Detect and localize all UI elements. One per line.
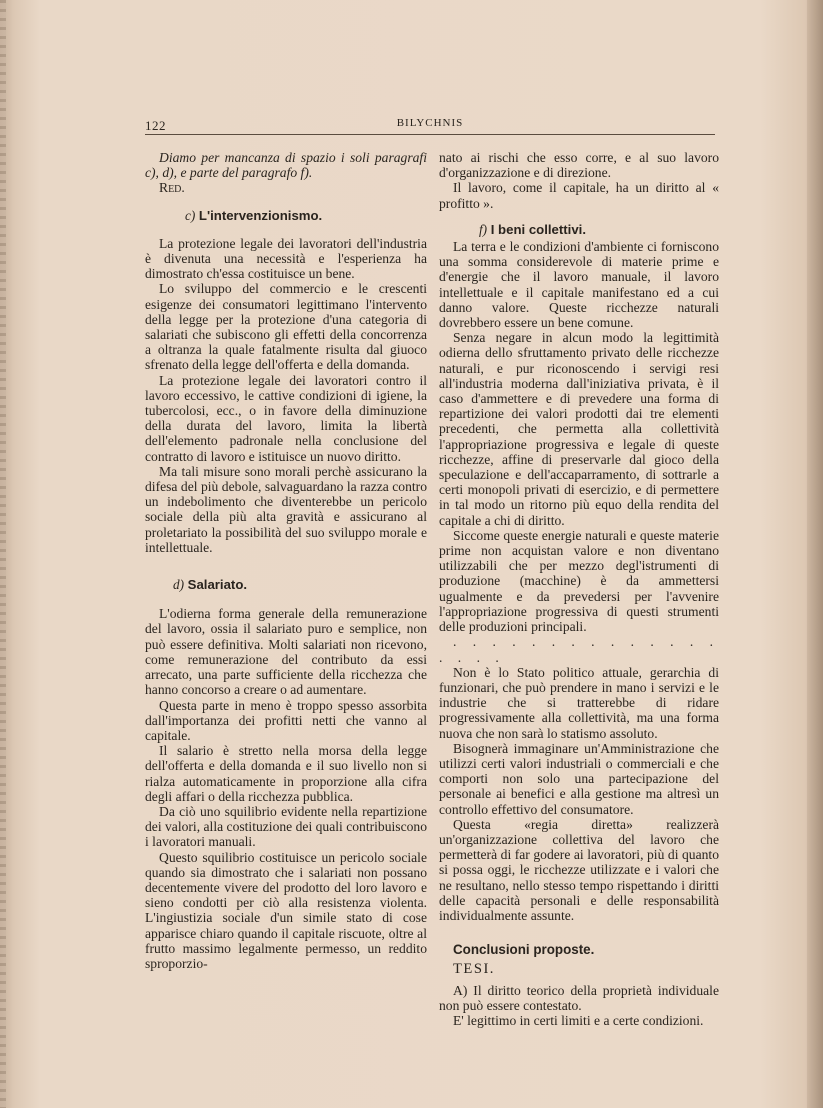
section-letter: f) (479, 221, 488, 237)
paragraph: Il lavoro, come il capitale, ha un diritto al « profitto ». (439, 180, 719, 211)
thesis-a-continued: E' legittimo in certi limiti e a certe condizioni. (453, 1012, 704, 1028)
paragraph: Questo squilibrio costituisce un pericolo sociale quando sia dimostrato che i salariati non possano decentemente vivere del prodotto del loro lavoro e sieno condotti per ciò alla resistenza violenta. L'ingiustizia sociale d'un simile stato di cose apparisce chiaro quando il capitale riscuote, oltre al frutto massimo legalmente permesso, un reddito sproporzio- (145, 849, 427, 971)
continuation-paragraph: nato ai rischi che esso corre, e al suo lavoro d'organizzazione e di direzione. (439, 150, 719, 181)
paragraph: Questa «regia diretta» realizzerà un'organizzazione collettiva del lavoro che permetterà di far godere ai lavoratori, più di quanto si possa oggi, le ricchezze utilizzate e i valori che ne resultano, nello stesso tempo rispettando i diritti delle capacità personali e delle responsabilità individualmente assunte. (439, 816, 719, 923)
paragraph: Senza negare in alcun modo la legittimità odierna dello sfruttamento privato delle ricchezze naturali, e pur riconoscendo i servigi resi all'industria moderna dall'iniziativa privata, è il caso d'ammettere e di prevedere una forma di repartizione dei valori prodotti dai tre elementi precedenti, che permetta alla collettività l'appropriazione progressiva e legale di queste ricchezze, affine di preservarle dal gioco della speculazione e dell'accaparramento, di sottrarle a certi monopoli privati di esercizio, e di permettere in tal modo un ritorno più equo della rendita del capitale a chi di diritto. (439, 330, 719, 528)
header-rule (145, 134, 715, 135)
section-f-body (439, 239, 719, 634)
paragraph: Bisognerà immaginare un'Amministrazione che utilizzi certi valori industriali o commerciali e che comporti non solo una partecipazione del personale ai benefici e alla gestione ma altresì un controllo effettivo del consumatore. (439, 740, 719, 817)
post-ellipsis-body (439, 665, 719, 923)
paragraph: La protezione legale dei lavoratori contro il lavoro eccessivo, le cattive condizioni di igiene, la tubercolosi, ecc., o in favore della diminuzione della durata del lavoro, limita la libertà dell'elemento padronale nella conclusione del contratto di lavoro e istituisce un nuovo diritto. (145, 372, 427, 464)
section-heading-c (145, 208, 427, 223)
running-title: BILYCHNIS (396, 117, 464, 129)
section-c-body (145, 236, 427, 555)
section-title: I beni collettivi. (490, 221, 586, 237)
ellipsis-separator: . . . . . . . . . . . . . . . . . . (439, 634, 719, 665)
section-d-body (145, 606, 427, 971)
paragraph: Il salario è stretto nella morsa della legge dell'offerta e della domanda e il suo livello non si rialza automaticamente in proporzione alla cifra degli affari o della ricchezza pubblica. (145, 743, 427, 804)
paragraph: Lo sviluppo del commercio e le crescenti esigenze dei consumatori legittimano l'intervento della legge per la protezione d'una categoria di salariati che subiscono gli effetti della concorrenza a oltranza la quale fatalmente risulta dal giuoco sfrenato della legge dell'offerta e della domanda. (145, 281, 427, 373)
paragraph: Ma tali misure sono morali perchè assicurano la difesa del più debole, salvaguardano la razza contro un indebolimento che diventerebbe un pericolo sociale della più alta gravità e assicurano al proletariato la possibilità del suo sviluppo morale e intellettuale. (145, 463, 427, 555)
section-letter: c) (185, 207, 196, 223)
paragraph: L'odierna forma generale della remunerazione del lavoro, ossia il salariato puro e semplice, non può essere definitiva. Molti salariati non ricevono, come remunerazione del contributo da essi arrecato, una parte sufficiente della ricchezza che hanno concorso a creare o ad aumentare. (145, 606, 427, 698)
left-column (145, 150, 427, 971)
paragraph: Questa parte in meno è troppo spesso assorbita dall'importanza dei profitti netti che vanno al capitale. (145, 697, 427, 743)
editor-note: Diamo per mancanza di spazio i soli paragrafi c), d), e parte del paragrafo f). (145, 150, 427, 181)
section-heading-d (145, 577, 427, 592)
page-edge-shadow (807, 0, 823, 1108)
thesis-a: A) Il diritto teorico della proprietà individuale non può essere contestato. (439, 982, 719, 1013)
paragraph: Siccome queste energie naturali e queste materie prime non acquistan valore e non diventano utilizzabili che per mezzo degl'istrumenti di produzione (macchine) è da ammettersi ugualmente e da prevedersi per l'avvenire l'appropriazione progressiva di questi strumenti delle produzioni principali. (439, 527, 719, 635)
conclusions-heading: Conclusioni proposte. (453, 942, 595, 958)
section-title: L'intervenzionismo. (198, 207, 323, 223)
binding-edge (0, 0, 6, 1108)
thesis-body (439, 983, 719, 1029)
paragraph: Da ciò uno squilibrio evidente nella repartizione dei valori, alla costituzione dei quali contribuiscono i lavoratori manuali. (145, 803, 427, 850)
section-letter: d) (173, 577, 184, 593)
paragraph: La protezione legale dei lavoratori dell'industria è divenuta una necessità e l'esperienza ha dimostrato ch'essa costituisce un bene. (145, 235, 427, 282)
editor-signature: Red. (159, 180, 185, 196)
section-heading-f (439, 222, 719, 237)
page-number: 122 (145, 118, 166, 133)
paragraph: Non è lo Stato politico attuale, gerarchia di funzionari, che può prendere in mano i servizi e le industrie che si tratterebbe di ridare progressivamente alla collettività, ma una forma nuova che non sarà lo statismo assoluto. (439, 664, 719, 741)
section-title: Salariato. (187, 577, 248, 593)
paragraph: La terra e le condizioni d'ambiente ci forniscono una somma considerevole di materie prime e d'energie che il lavoro manuale, il lavoro intellettuale e il capitale manifestano ed a cui danno valore. Queste ricchezze naturali dovrebbero essere un bene comune. (439, 239, 719, 331)
running-header (145, 115, 715, 135)
tesi-heading: TESI. (453, 961, 495, 978)
right-column (439, 150, 719, 1028)
